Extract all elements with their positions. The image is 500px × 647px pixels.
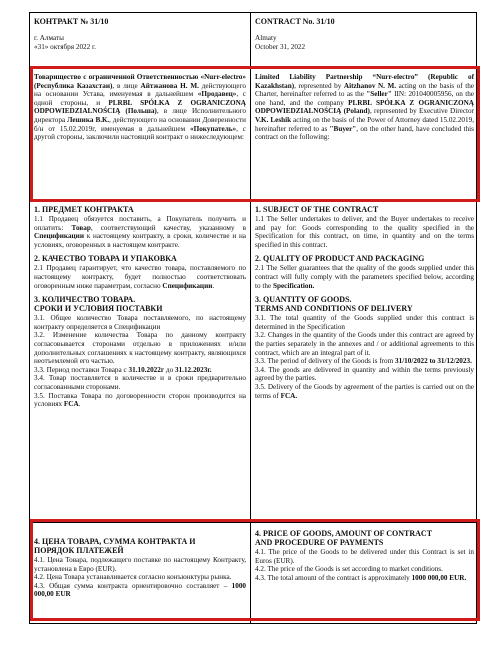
ru-clause-run: Спецификации <box>34 232 84 241</box>
en-clause <box>255 383 474 400</box>
en-clause-run: 3.2. Changes in the quantity of the Goods under this contract are agreed by the parties separately in the annexes and / or additional agreements to this contract, which are an integral part of it. <box>255 331 474 357</box>
en-clause-run: 2.1 The Seller guarantees that the quality of the goods supplied under this contract will fully comply with the parameters specified below, according to the <box>255 264 474 290</box>
ru-clause-run: 31.12.2023г. <box>174 365 212 374</box>
en-clause-run: 3.1. The total quantity of the Goods supplied under this contract is determined in the Specification <box>255 314 474 331</box>
ru-section-title: 2. КАЧЕСТВО ТОВАРА И УПАКОВКА <box>34 254 177 264</box>
ru-section-title: 1. ПРЕДМЕТ КОНТРАКТА <box>34 205 134 214</box>
highlight-box-parties <box>30 66 480 202</box>
city-en: Almaty <box>255 34 277 42</box>
parties-ru-run: действующего на основании Устава, именуемая в дальнейшем <box>34 81 246 99</box>
parties-en-run: , represented by Executive Director <box>369 107 474 116</box>
ru-clause-run: Спецификации <box>162 281 213 290</box>
ru-clause-run: к настоящему контракту, в сроки, количестве и на условиях, оговоренных в настоящем контракте. <box>34 232 246 249</box>
ru-clause <box>34 366 246 375</box>
ru-section-title: 3. КОЛИЧЕСТВО ТОВАРА. СРОКИ И УСЛОВИЯ ПОСТАВКИ <box>34 295 163 314</box>
parties-en-run: Limited Liability Partnership “Nurr-electro” (Republic of Kazakhstan) <box>255 73 474 90</box>
parties-en-run: V.K. Leshik <box>255 115 292 124</box>
parties-en-run: Aitzhanov N. M. <box>343 81 397 90</box>
parties-en-run: , on the other hand, have concluded this contract on the following: <box>255 124 474 142</box>
ru-clause-run: 4.1. Цена Товара, подлежащего поставке по настоящему Контракту, установлена в Евро (EUR). <box>34 556 246 573</box>
en-clause-run: FCA. <box>280 391 298 400</box>
en-section-title: 4. PRICE OF GOODS, AMOUNT OF CONTRACT AND PROCEDURE OF PAYMENTS <box>255 529 433 547</box>
parties-ru-run: Айтжанова Н. М. <box>140 81 199 90</box>
ru-clause-run: 3.3. Период поставки Товара с <box>34 365 129 374</box>
parties-ru-run: , в лице Исполнительного директора <box>34 107 246 124</box>
ru-clause-run: 2.1 Продавец гарантирует, что качество товара, поставляемого по настоящему контракту, будет полностью соответствовать оговоренным ниже параметрам, согласно <box>34 264 246 290</box>
parties-en-run: acting on the basis of the Charter, hereinafter referred to as the <box>255 81 474 99</box>
date-ru: «31» октября 2022 г. <box>34 42 96 51</box>
en-clause-run: 31/10/2022 to 31/12/2023. <box>395 357 472 366</box>
en-section-title: 3. QUANTITY OF GOODS. TERMS AND CONDITIONS OF DELIVERY <box>255 295 413 314</box>
ru-clause-run: до <box>164 365 175 374</box>
ru-clause <box>34 215 246 249</box>
ru-clause-run: 3.2. Изменение количества Товара по данному контракту согласовывается сторонами отдельно в приложениях и/или дополнительных соглашениях к настоящему контракту, являющихся неотъемлемой его частью. <box>34 331 246 366</box>
en-clause-run: 4.1. The price of the Goods to be delivered under this Contract is set in Euros (EUR). <box>255 548 474 565</box>
ru-clause-run: 3.5. Поставка Товара по договоренности сторон производится на условиях <box>34 391 246 409</box>
ru-clause-run: , соответствующий качеству, указанному в <box>90 223 246 232</box>
sections-ru <box>34 205 246 409</box>
en-clause-run: 4.2. The price of the Goods is set according to market conditions. <box>255 565 443 574</box>
parties-en-run: acting on the basis of the Power of Attorney dated 15.02.2019, hereinafter referred to as <box>255 115 474 133</box>
parties-ru-run: Товарищество с ограниченной Ответственностью «Nurr-electro» (Республика Казахстан) <box>34 73 246 90</box>
en-clause-run: 3.3. The period of delivery of the Goods is from <box>255 357 395 366</box>
contract-title-en: CONTRACT No. 31/10 <box>255 17 335 26</box>
en-clause-run: 3.5. Delivery of the Goods by agreement of the parties is carried out on the terms of <box>255 382 474 400</box>
ru-clause-run: 1000 000,00 EUR <box>34 581 246 599</box>
header-right <box>255 17 474 51</box>
en-section-title: 2. QUALITY OF PRODUCT AND PACKAGING <box>255 254 425 264</box>
en-clause-run: 1.1 The Seller undertakes to deliver, and the Buyer undertakes to receive and pay for: Goods corresponding to the quality specified in the Specification for this contract, on time, in quantity and on the terms specified in this contract. <box>255 215 474 249</box>
en-clause-run: 3.4. The goods are delivered in quantity and within the terms previously agreed by the parties. <box>255 365 474 383</box>
city-ru: г. Алматы <box>34 34 64 42</box>
ru-clause-run: 3.4. Товар поставляется в количестве и в сроки предварительно согласованными сторонами. <box>34 374 246 391</box>
en-clause <box>255 215 474 249</box>
ru-clause-run: 1.1 Продавец обязуется поставить, а Покупатель получить и оплатить: <box>34 215 246 232</box>
en-clause-run: 4.3. The total amount of the contract is approximately <box>255 573 412 582</box>
parties-en-run: "Seller" <box>366 90 392 99</box>
en-clause-run: 1000 000,00 EUR. <box>411 573 467 582</box>
parties-ru-run: , действующего на основании Доверенности б/н от 15.02.2019г, именуемая в дальнейшем <box>34 115 246 133</box>
contract-title-ru: КОНТРАКТ № 31/10 <box>34 17 109 26</box>
parties-ru-run: , в лице <box>112 81 141 90</box>
parties-ru-run: «Продавец» <box>197 90 237 99</box>
parties-en-run: , represented by <box>294 81 344 90</box>
ru-clause-run: 3.1. Общее количество Товара поставляемого, по настоящему контракту определяется в Спецификации <box>34 314 246 331</box>
parties-ru-run: , с одной стороны, и <box>34 90 246 107</box>
parties-ru-run: Лешика В.К. <box>67 115 110 124</box>
ru-clause <box>34 331 246 365</box>
ru-clause-run: Товар <box>71 223 91 232</box>
en-clause <box>255 314 474 331</box>
en-clause <box>255 264 474 290</box>
en-clause <box>255 357 474 366</box>
parties-ru-run: PLRBL SPÓŁKA Z OGRANICZONĄ ODPOWIEDZIALNOŚCIĄ (Польша) <box>34 98 246 116</box>
parties-en-run: IIN: 201040005956, on the one hand, and the company <box>255 90 474 107</box>
parties-ru-run: , с другой стороны, заключили настоящий контракт о нижеследующем: <box>34 124 246 142</box>
ru-clause-run: 4.3. Общая сумма контракта ориентировочно составляет – <box>34 581 232 590</box>
parties-en-run: PLRBL SPÓŁKA Z OGRANICZONĄ ODPOWIEDZIALNOŚCIĄ (Poland) <box>255 98 474 116</box>
en-clause <box>255 366 474 383</box>
ru-clause-run: . <box>78 400 81 409</box>
en-section-title: 1. SUBJECT OF THE CONTRACT <box>255 205 379 214</box>
sections-en <box>255 205 474 400</box>
parties-en-run: "Buyer" <box>329 124 357 133</box>
ru-clause-run: 31.10.2022г <box>128 365 165 374</box>
ru-clause-run: FCA <box>63 400 79 409</box>
ru-clause-run: . <box>212 281 215 290</box>
ru-clause <box>34 392 246 409</box>
date-en: October 31, 2022 <box>255 42 306 51</box>
parties-ru-run: «Покупатель» <box>190 124 237 133</box>
en-clause-run: Specification. <box>272 281 315 290</box>
ru-clause <box>34 314 246 331</box>
ru-section-title: 4. ЦЕНА ТОВАРА, СУММА КОНТРАКТА И ПОРЯДОК ПЛАТЕЖЕЙ <box>34 537 196 555</box>
header-left <box>34 17 246 51</box>
highlight-box-price <box>30 519 480 621</box>
ru-clause-run: 4.2. Цена Товара устанавливается согласно конъюнктуры рынка. <box>34 573 232 582</box>
en-clause <box>255 331 474 357</box>
ru-clause <box>34 374 246 391</box>
ru-clause <box>34 264 246 290</box>
